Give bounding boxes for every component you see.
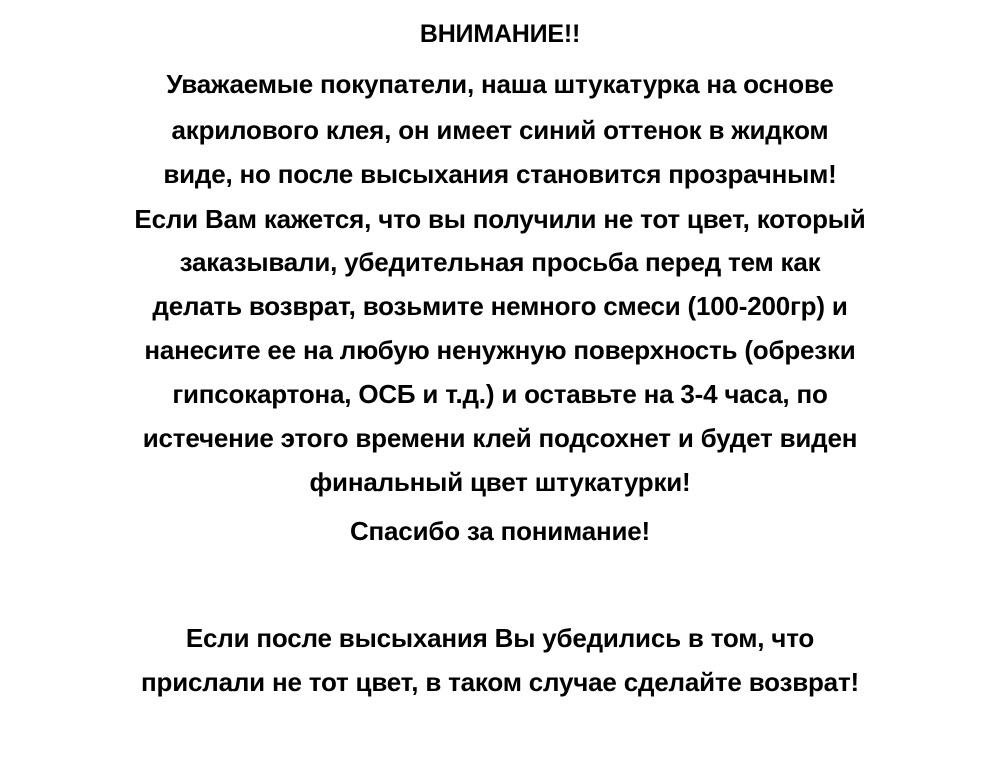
paragraph-line-6: делать возврат, возьмите немного смеси (100-200гр) и [152,291,848,321]
paragraph-line-3: виде, но после высыхания становится прозрачным! [163,159,837,189]
paragraph-line-7: нанесите ее на любую ненужную поверхность (обрезки [144,335,856,365]
paragraph-line-8: гипсокартона, ОСБ и т.д.) и оставьте на 3-4 часа, по [172,379,828,409]
paragraph-line-10: финальный цвет штукатурки! [309,467,691,497]
footer-line-1: Если после высыхания Вы убедились в том, что [185,623,815,653]
notice-title: ВНИМАНИЕ!! [419,20,581,48]
footer-line-2: прислали не тот цвет, в таком случае сделайте возврат! [141,667,859,697]
paragraph-line-2: акрилового клея, он имеет синий оттенок в жидком [171,115,829,145]
paragraph-line-4: Если Вам кажется, что вы получили не тот цвет, который [134,204,866,234]
paragraph-line-1: Уважаемые покупатели, наша штукатурка на основе [166,69,834,99]
thanks-text: Спасибо за понимание! [349,516,651,546]
paragraph-line-5: заказывали, убедительная просьба перед тем как [179,247,821,277]
paragraph-line-9: истечение этого времени клей подсохнет и будет виден [142,423,858,453]
